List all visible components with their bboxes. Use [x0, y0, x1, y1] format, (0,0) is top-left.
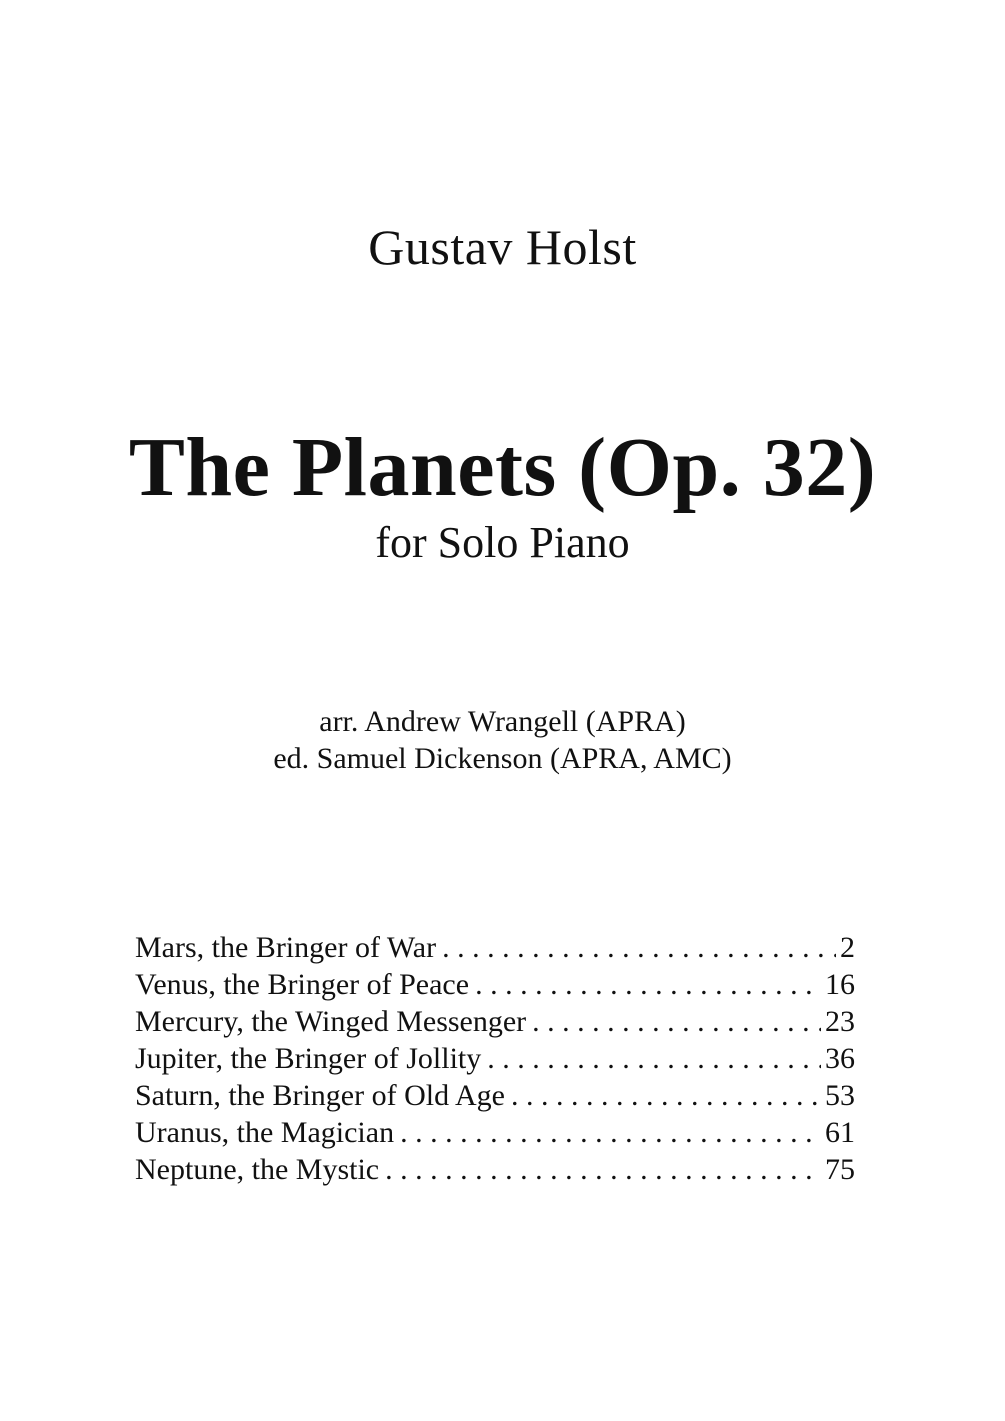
credits-block	[0, 703, 1005, 777]
toc-entry-title: Venus, the Bringer of Peace	[135, 968, 470, 1001]
toc-entry-page: 23	[825, 1005, 855, 1038]
toc-entry-jupiter[interactable]	[135, 1040, 855, 1077]
toc-dot-leader	[532, 1003, 821, 1040]
toc-entry-mercury[interactable]	[135, 1003, 855, 1040]
toc-entry-title: Mars, the Bringer of War	[135, 931, 437, 964]
toc-entry-title: Saturn, the Bringer of Old Age	[135, 1079, 505, 1112]
toc-entry-venus[interactable]	[135, 966, 855, 1003]
toc-entry-title: Uranus, the Magician	[135, 1116, 395, 1149]
toc-dot-leader	[487, 1040, 821, 1077]
toc-entry-page: 2	[840, 931, 855, 964]
toc-entry-page: 53	[825, 1079, 855, 1112]
toc-entry-uranus[interactable]	[135, 1114, 855, 1151]
toc-entry-mars[interactable]	[135, 929, 855, 966]
toc-dot-leader	[385, 1151, 821, 1188]
toc-entry-page: 36	[825, 1042, 855, 1075]
editor-credit: ed. Samuel Dickenson (APRA, AMC)	[273, 742, 732, 775]
toc-entry-saturn[interactable]	[135, 1077, 855, 1114]
composer-name: Gustav Holst	[368, 219, 637, 275]
toc-dot-leader	[442, 929, 836, 966]
toc-dot-leader	[511, 1077, 821, 1114]
toc-entry-page: 16	[825, 968, 855, 1001]
toc-entry-title: Neptune, the Mystic	[135, 1153, 380, 1186]
table-of-contents	[135, 929, 855, 1188]
arranger-credit: arr. Andrew Wrangell (APRA)	[319, 705, 686, 738]
work-title: The Planets (Op. 32)	[128, 421, 877, 514]
work-subtitle: for Solo Piano	[375, 518, 630, 567]
toc-entry-page: 75	[825, 1153, 855, 1186]
toc-dot-leader	[400, 1114, 821, 1151]
toc-entry-title: Jupiter, the Bringer of Jollity	[135, 1042, 482, 1075]
toc-dot-leader	[475, 966, 821, 1003]
toc-entry-title: Mercury, the Winged Messenger	[135, 1005, 527, 1038]
toc-entry-page: 61	[825, 1116, 855, 1149]
toc-entry-neptune[interactable]	[135, 1151, 855, 1188]
